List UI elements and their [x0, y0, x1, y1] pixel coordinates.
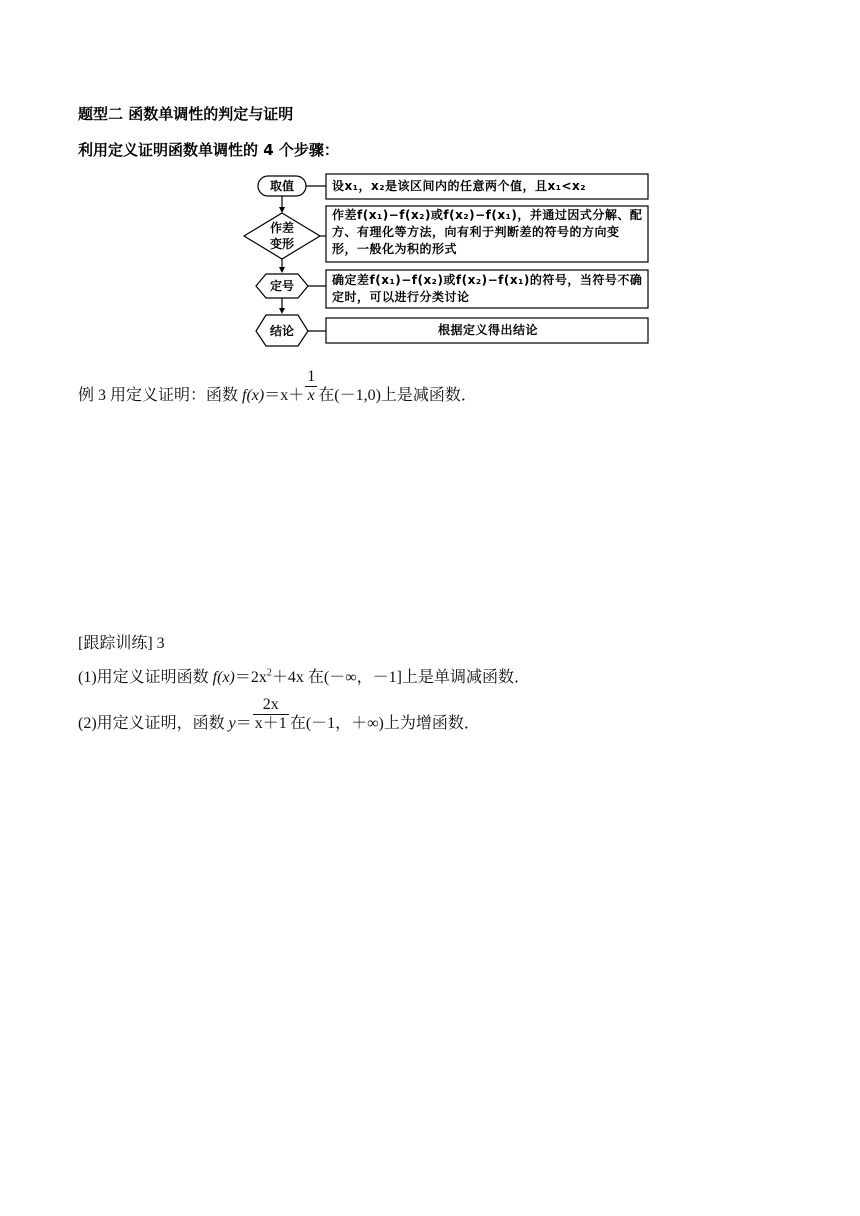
step-4-text: 根据定义得出结论	[437, 323, 538, 337]
q2-eq: ＝	[235, 715, 252, 732]
step-1-label: 取值	[269, 179, 294, 193]
step-4-label: 结论	[269, 323, 294, 338]
q1-prefix: (1)用定义证明函数	[78, 669, 213, 686]
practice-title: [跟踪训练] 3	[78, 635, 165, 652]
step-3-text: 确定差f(x₁)−f(x₂)或f(x₂)−f(x₁)的符号，当符号不确定时，可以进行分类讨论	[332, 273, 643, 304]
example-fx: f(x)	[242, 387, 265, 404]
arrowhead-2-3	[279, 267, 285, 273]
example-eq: ＝x＋	[264, 387, 305, 404]
step-1-text: 设x₁，x₂是该区间内的任意两个值，且x₁<x₂	[332, 179, 587, 193]
q2-prefix: (2)用定义证明，函数	[78, 715, 229, 732]
section-title: 题型二 函数单调性的判定与证明	[78, 105, 294, 123]
example-suffix: 在(－1,0)上是减函数．	[318, 387, 477, 404]
arrowhead-1-2	[279, 207, 285, 213]
example-fraction	[305, 368, 317, 405]
arrowhead-3-4	[279, 308, 285, 314]
example-fraction-denominator: x	[305, 386, 317, 405]
practice-question-1	[78, 664, 530, 687]
step-3-label: 定号	[269, 279, 294, 293]
step-2-label: 作差 变形	[269, 221, 294, 251]
q2-y: y	[228, 715, 236, 732]
example-prefix: 例 3 用定义证明：函数	[78, 387, 243, 404]
example-fraction-numerator: 1	[307, 368, 316, 385]
step-2-text: 作差f(x₁)−f(x₂)或f(x₂)−f(x₁)，并通过因式分解、配方、有理化等方法，向有利于判断差的符号的方向变形，一般化为积的形式	[332, 208, 643, 256]
section-subtitle: 利用定义证明函数单调性的 4 个步骤：	[78, 141, 339, 159]
practice-question-2	[78, 696, 480, 733]
q2-suffix: 在(－1，＋∞)上为增函数．	[289, 715, 480, 732]
q1-expr: ＝2x	[234, 669, 267, 686]
steps-flowchart	[240, 170, 660, 350]
q1-suffix: ＋4x 在(－∞，－1]上是单调减函数．	[271, 669, 530, 686]
q1-exponent: 2	[266, 667, 272, 679]
q2-fraction-numerator: 2x	[262, 696, 279, 713]
q2-fraction	[253, 696, 289, 733]
q1-fx: f(x)	[212, 669, 235, 686]
example-3	[78, 368, 477, 405]
q2-fraction-denominator: x＋1	[254, 715, 287, 732]
